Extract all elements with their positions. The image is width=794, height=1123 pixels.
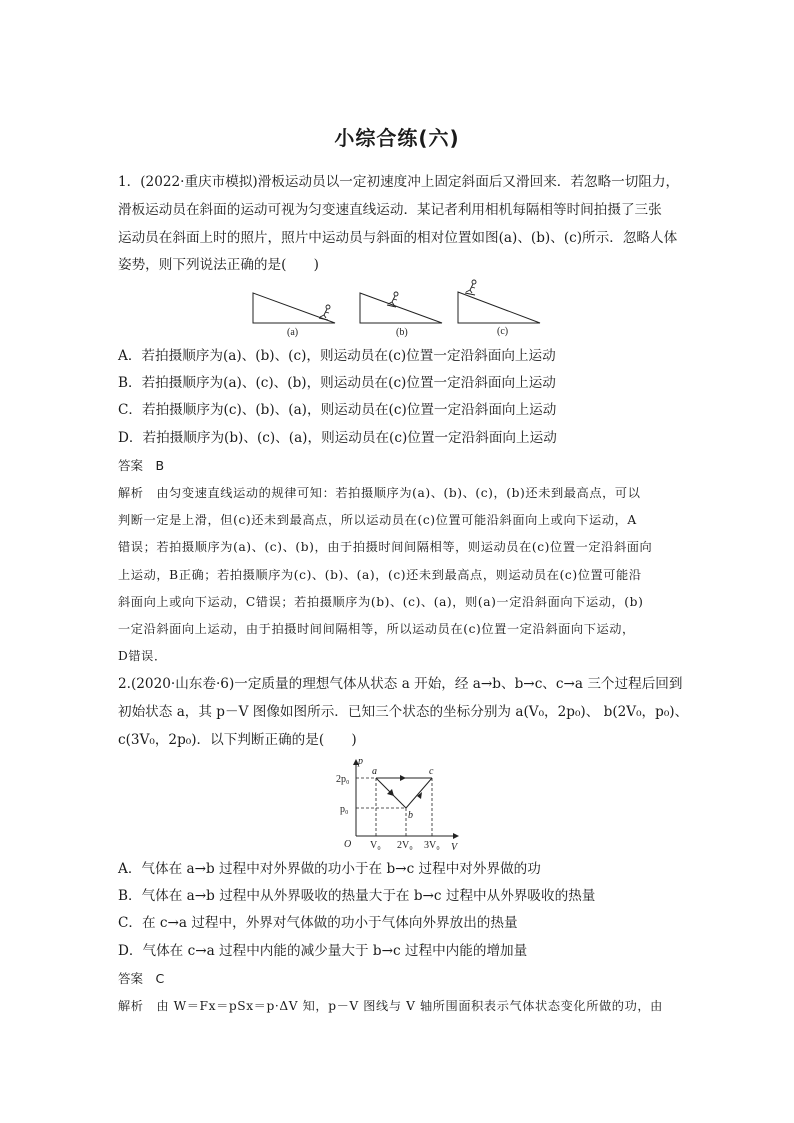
q1-answer: 答案 B bbox=[118, 458, 165, 473]
v-axis-label: V bbox=[451, 842, 458, 853]
figure-label-a: (a) bbox=[287, 327, 299, 338]
q1-analysis-line: 一定沿斜面向上运动，由于拍摄时间间隔相等，所以运动员在(c)位置一定沿斜面向下运动， bbox=[118, 622, 635, 636]
q2-analysis-line: 解析 由 W＝Fx＝pSx＝p·ΔV 知，p－V 图线与 V 轴所围面积表示气体状态变化所做的功，由 bbox=[118, 999, 663, 1013]
pv-graph bbox=[334, 754, 464, 854]
skier-icon bbox=[326, 305, 330, 309]
q2-answer: 答案 C bbox=[118, 971, 165, 986]
point-c: c bbox=[429, 766, 434, 777]
q2-option-c: C．在 c→a 过程中，外界对气体做的功小于气体向外界放出的热量 bbox=[118, 915, 518, 931]
figure-label-b: (b) bbox=[396, 327, 408, 338]
figure-label-c: (c) bbox=[497, 326, 509, 337]
q1-analysis-line: 错误；若拍摄顺序为(a)、(c)、(b)，由于拍摄时间间隔相等，则运动员在(c)位置一定沿斜面向 bbox=[118, 540, 653, 554]
q2-stem-line: 初始状态 a，其 p－V 图像如图所示．已知三个状态的坐标分别为 a(V₀，2p₀)、 b(2V₀，p₀)、 bbox=[118, 704, 689, 720]
page-title: 小综合练(六) bbox=[334, 126, 460, 150]
q1-analysis-line: 上运动，B正确；若拍摄顺序为(c)、(b)、(a)，(c)还未到最高点，则运动员在(c)位置可能沿 bbox=[118, 568, 642, 582]
q1-stem-line: 运动员在斜面上时的照片，照片中运动员与斜面的相对位置如图(a)、(b)、(c)所示．忽略人体 bbox=[118, 230, 678, 246]
incline-figure-c bbox=[458, 280, 540, 337]
q1-option-c: C．若拍摄顺序为(c)、(b)、(a)，则运动员在(c)位置一定沿斜面向上运动 bbox=[118, 402, 557, 418]
origin-label: O bbox=[344, 839, 352, 850]
q1-analysis-line: 解析 由匀变速直线运动的规律可知：若拍摄顺序为(a)、(b)、(c)，(b)还未到最高点，可以 bbox=[118, 486, 641, 500]
q2-option-d: D．气体在 c→a 过程中内能的减少量大于 b→c 过程中内能的增加量 bbox=[118, 943, 528, 959]
point-b: b bbox=[408, 810, 413, 821]
tick-p0: p₀ bbox=[340, 804, 349, 815]
q1-analysis-line: 判断一定是上滑，但(c)还未到最高点，所以运动员在(c)位置可能沿斜面向上或向下运动，A bbox=[118, 513, 637, 527]
q1-stem-line: 滑板运动员在斜面的运动可视为匀变速直线运动．某记者利用相机每隔相等时间拍摄了三张 bbox=[118, 202, 662, 218]
q2-option-b: B．气体在 a→b 过程中从外界吸收的热量大于在 b→c 过程中从外界吸收的热量 bbox=[118, 888, 596, 904]
tick-3v0: 3V₀ bbox=[424, 840, 440, 851]
tick-v0: V₀ bbox=[370, 840, 381, 851]
skier-icon bbox=[472, 280, 476, 284]
q2-option-a: A．气体在 a→b 过程中对外界做的功小于在 b→c 过程中对外界做的功 bbox=[118, 861, 541, 877]
q1-stem-line: 姿势，则下列说法正确的是( ) bbox=[118, 257, 319, 273]
q1-analysis-line: 斜面向上或向下运动，C错误；若拍摄顺序为(b)、(c)、(a)，则(a)一定沿斜面向下运动，(b) bbox=[118, 595, 644, 609]
q2-stem-line: c(3V₀，2p₀)．以下判断正确的是( ) bbox=[118, 732, 357, 748]
process-bc bbox=[406, 778, 432, 808]
q1-option-b: B．若拍摄顺序为(a)、(c)、(b)，则运动员在(c)位置一定沿斜面向上运动 bbox=[118, 375, 556, 391]
skier-icon bbox=[394, 292, 398, 296]
q2-stem-line: 2.(2020·山东卷·6)一定质量的理想气体从状态 a 开始，经 a→b、b→c、c→a 三个过程后回到 bbox=[118, 676, 683, 692]
q1-option-d: D．若拍摄顺序为(b)、(c)、(a)，则运动员在(c)位置一定沿斜面向上运动 bbox=[118, 430, 557, 446]
incline-figures bbox=[248, 278, 548, 340]
tick-2p0: 2p₀ bbox=[336, 774, 350, 785]
tick-2v0: 2V₀ bbox=[397, 840, 413, 851]
arrow-ca bbox=[400, 775, 406, 781]
incline-figure-a bbox=[253, 293, 335, 338]
q1-analysis-line: D错误． bbox=[118, 649, 167, 663]
q1-option-a: A．若拍摄顺序为(a)、(b)、(c)，则运动员在(c)位置一定沿斜面向上运动 bbox=[118, 348, 556, 364]
point-a: a bbox=[372, 766, 377, 777]
incline-figure-b bbox=[360, 292, 442, 338]
q1-stem-line: 1．(2022·重庆市模拟)滑板运动员以一定初速度冲上固定斜面后又滑回来．若忽略一切阻力， bbox=[118, 174, 680, 190]
p-axis-label: p bbox=[358, 756, 363, 767]
